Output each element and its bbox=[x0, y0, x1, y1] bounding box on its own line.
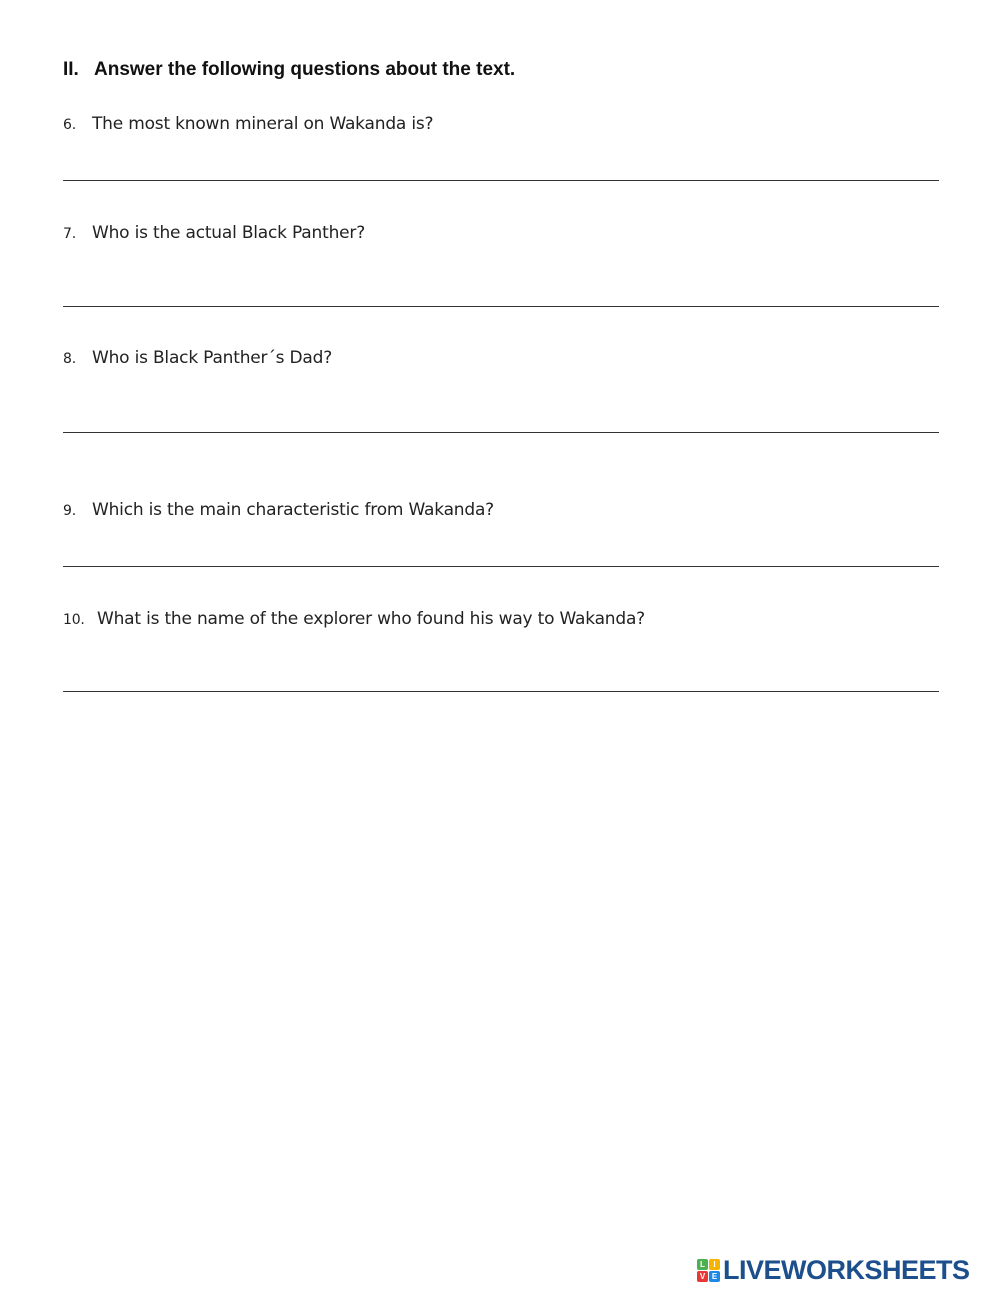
question-number: 10. bbox=[63, 612, 85, 628]
badge-letter-i: I bbox=[709, 1259, 720, 1270]
question-number: 9. bbox=[63, 503, 76, 519]
question-number: 8. bbox=[63, 351, 76, 367]
logo-text: LIVEWORKSHEETS bbox=[723, 1254, 970, 1285]
badge-letter-l: L bbox=[697, 1259, 708, 1270]
answer-line-10[interactable] bbox=[63, 691, 939, 692]
section-heading: Answer the following questions about the text. bbox=[94, 59, 516, 80]
logo-badge-icon bbox=[697, 1259, 720, 1282]
liveworksheets-logo bbox=[697, 1255, 970, 1285]
question-7 bbox=[63, 223, 365, 243]
answer-line-6[interactable] bbox=[63, 180, 939, 181]
question-8 bbox=[63, 348, 332, 368]
answer-line-7[interactable] bbox=[63, 306, 939, 307]
question-text: Who is Black Panther´s Dad? bbox=[92, 348, 333, 368]
question-10 bbox=[63, 609, 645, 629]
question-9 bbox=[63, 500, 494, 520]
question-text: Who is the actual Black Panther? bbox=[92, 223, 366, 243]
question-text: The most known mineral on Wakanda is? bbox=[92, 114, 434, 134]
question-number: 6. bbox=[63, 117, 76, 133]
section-title bbox=[63, 59, 515, 81]
section-number: II. bbox=[63, 59, 79, 80]
badge-letter-v: V bbox=[697, 1271, 708, 1282]
question-text: Which is the main characteristic from Wakanda? bbox=[92, 500, 494, 520]
question-6 bbox=[63, 114, 433, 134]
answer-line-8[interactable] bbox=[63, 432, 939, 433]
answer-line-9[interactable] bbox=[63, 566, 939, 567]
question-text: What is the name of the explorer who found his way to Wakanda? bbox=[97, 609, 646, 629]
question-number: 7. bbox=[63, 226, 76, 242]
badge-letter-e: E bbox=[709, 1271, 720, 1282]
